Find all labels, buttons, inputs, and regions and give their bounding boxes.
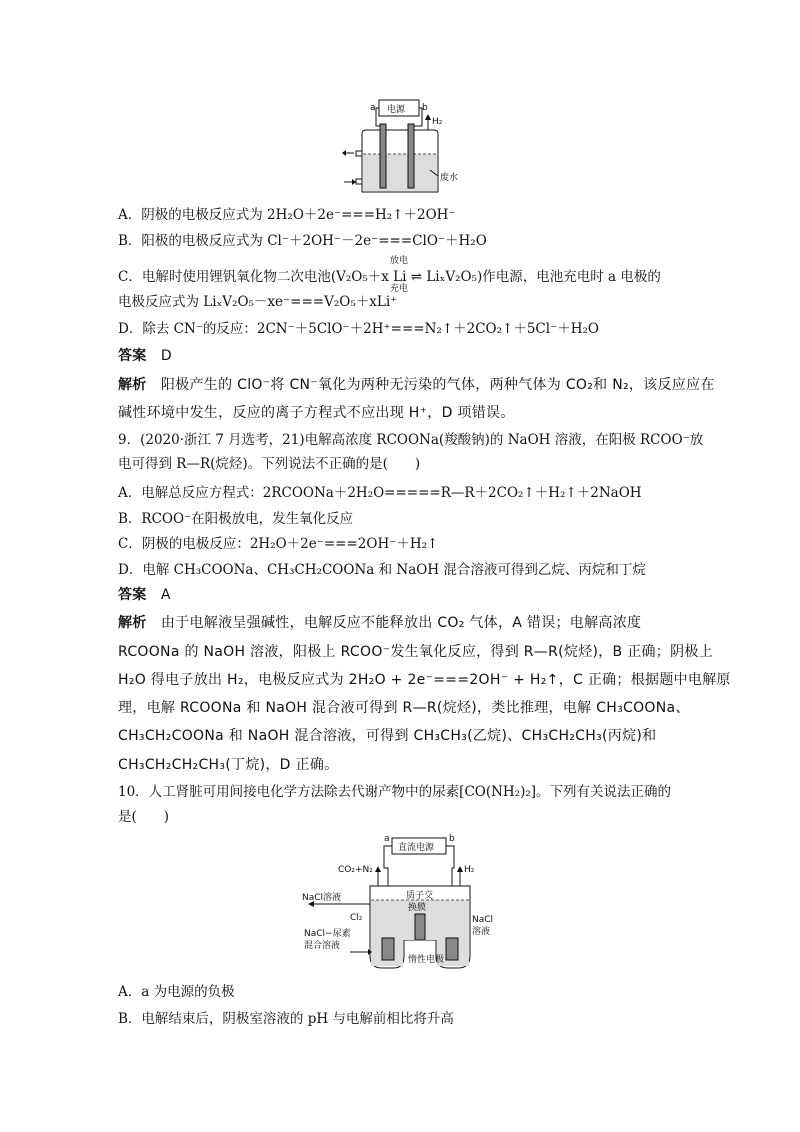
q10-stem-line1: 10．人工肾脏可用间接电化学方法除去代谢产物中的尿素[CO(NH₂)₂]。下列有关说法正确的 [118, 784, 672, 800]
electrode-right [408, 124, 414, 188]
figure-artificial-kidney [300, 828, 500, 978]
figure-electrolysis-cell-1 [342, 96, 462, 196]
figure1-gas: H₂ [432, 117, 443, 127]
q9-answer-line [118, 586, 171, 604]
fig2-inlet-line1: NaCl−尿素 [304, 929, 351, 939]
q9-answer: A [160, 587, 171, 603]
q9-analysis-line2: RCOONa 的 NaOH 溶液，阳极上 RCOO⁻发生氧化反应，得到 R—R(烷烃)，B 正确；阴极上 [118, 644, 714, 660]
q8-charge-label: 充电 [390, 284, 409, 294]
figure1-liquid: 废水 [440, 173, 459, 183]
q9-analysis-line5: CH₃CH₂COONa 和 NaOH 混合溶液，可得到 CH₃CH₃(乙烷)、CH₃CH₂CH₃(丙烷)和 [118, 728, 657, 744]
inert-electrode-right [446, 938, 458, 960]
q9-analysis-line1 [118, 614, 641, 632]
q8-option-c-text: C．电解时使用锂钒氧化物二次电池(V₂O₅＋x Li ⇌ LiₓV₂O₅)作电源，电池充电时 a 电极的 [118, 269, 661, 285]
figure1-power-source: 电源 [387, 105, 406, 115]
q9-option-a: A．电解总反应方程式：2RCOONa＋2H₂O=====R—R＋2CO₂↑＋H₂↑＋2NaOH [118, 485, 642, 501]
q9-analysis-text1: 由于电解液呈强碱性，电解反应不能释放出 CO₂ 气体，A 错误；电解高浓度 [160, 615, 642, 631]
fig2-inlet-line2: 混合溶液 [304, 941, 341, 951]
q10-option-a: A．a 为电源的负极 [118, 984, 235, 1000]
fig2-chlorine: Cl₂ [350, 913, 363, 923]
q9-analysis-line3: H₂O 得电子放出 H₂，电极反应式为 2H₂O + 2e⁻===2OH⁻ + H₂↑，C 正确；根据题中电解原 [118, 672, 731, 688]
fig2-label-a: a [384, 834, 390, 844]
q9-stem-line2: 电可得到 R—R(烷烃)。下列说法不正确的是( ) [118, 456, 421, 472]
waste-water [363, 154, 437, 191]
q9-analysis-line6: CH₃CH₂CH₂CH₃(丁烷)，D 正确。 [118, 757, 339, 773]
q8-analysis-label: 解析 [118, 377, 147, 393]
q8-option-d: D．除去 CN⁻的反应：2CN⁻＋5ClO⁻＋2H⁺===N₂↑＋2CO₂↑＋5Cl⁻＋H₂O [118, 321, 599, 337]
q8-option-b: B．阳极的电极反应式为 Cl⁻＋2OH⁻－2e⁻===ClO⁻＋H₂O [118, 233, 487, 249]
inert-electrode-left [382, 938, 394, 960]
fig2-electrode-label: 惰性电极 [408, 955, 445, 965]
q8-analysis-line1 [118, 376, 715, 394]
fig2-right-solution-line2: 溶液 [472, 927, 491, 937]
q8-answer-line [118, 347, 172, 365]
figure1-label-b: b [422, 103, 428, 113]
q8-discharge-label: 放电 [390, 256, 409, 266]
q8-answer: D [160, 348, 172, 364]
q8-analysis-line2: 碱性环境中发生，反应的离子方程式不应出现 H⁺，D 项错误。 [118, 405, 515, 421]
fig2-right-solution-line1: NaCl [472, 915, 494, 925]
fig2-label-b: b [449, 834, 455, 844]
q9-answer-label: 答案 [118, 587, 147, 603]
q10-stem-line2: 是( ) [118, 809, 170, 825]
q9-option-c: C．阴极的电极反应：2H₂O＋2e⁻===2OH⁻＋H₂↑ [118, 536, 439, 552]
q8-answer-label: 答案 [118, 348, 147, 364]
figure1-label-a: a [370, 103, 376, 113]
fig2-gas-left: CO₂+N₂ [338, 865, 373, 875]
q9-option-b: B．RCOO⁻在阳极放电，发生氧化反应 [118, 511, 354, 527]
q9-analysis-label: 解析 [118, 615, 147, 631]
q9-option-d: D．电解 CH₃COONa、CH₃CH₂COONa 和 NaOH 混合溶液可得到乙烷、丙烷和丁烷 [118, 562, 646, 578]
fig2-outlet: NaCl溶液 [302, 893, 342, 903]
fig2-gas-right: H₂ [464, 865, 475, 875]
q8-option-c-line2: 电极反应式为 LiₓV₂O₅－xe⁻===V₂O₅＋xLi⁺ [118, 294, 398, 310]
q8-analysis-text1: 阳极产生的 ClO⁻将 CN⁻氧化为两种无污染的气体，两种气体为 CO₂和 N₂，该反应应在 [160, 377, 715, 393]
q8-reversible-labels [390, 256, 408, 266]
q9-analysis-line4: 理，电解 RCOONa 和 NaOH 混合液可得到 R—R(烷烃)，类比推理，电解 CH₃COONa、 [118, 700, 690, 716]
q10-option-b: B．电解结束后，阴极室溶液的 pH 与电解前相比将升高 [118, 1011, 454, 1027]
fig2-membrane-line2: 换膜 [408, 903, 427, 913]
fig2-membrane-line1: 质子交 [406, 891, 434, 901]
fig2-power-source: 直流电源 [398, 843, 435, 853]
q8-option-a: A．阴极的电极反应式为 2H₂O＋2e⁻===H₂↑＋2OH⁻ [118, 207, 456, 223]
q9-stem-line1: 9．(2020·浙江 7 月选考，21)电解高浓度 RCOONa(羧酸钠)的 NaOH 溶液，在阳极 RCOO⁻放 [118, 432, 704, 448]
electrode-left [380, 124, 386, 188]
proton-exchange-membrane [415, 914, 425, 940]
